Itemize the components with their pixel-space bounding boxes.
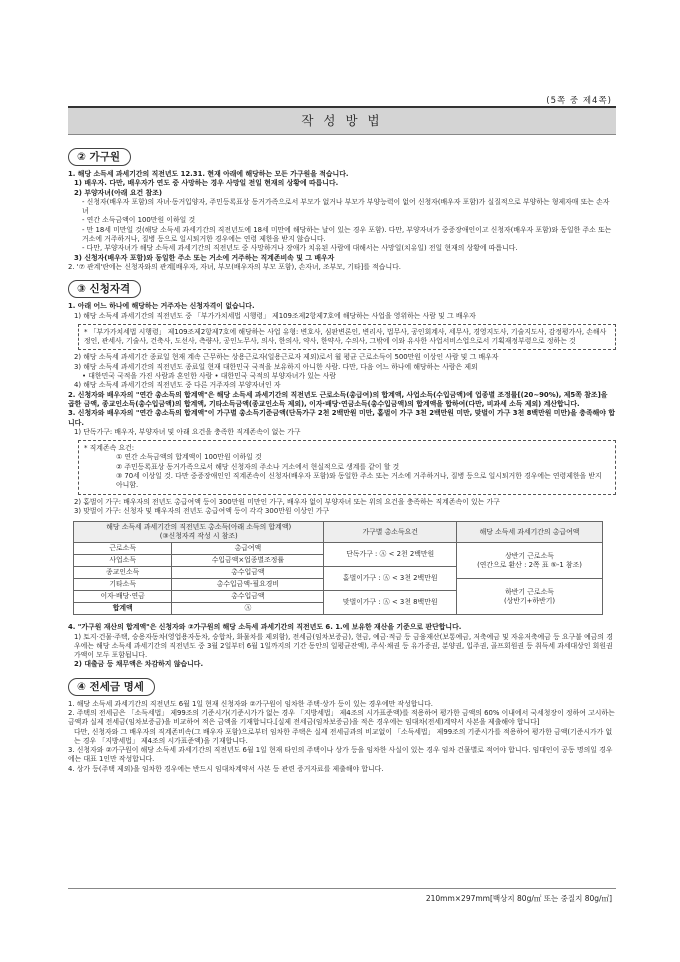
wage-first-half-note: (연간으로 환산 : 2쪽 표 ⑤-1 참조) [477,560,582,569]
wage-second-half-label: 하반기 근로소득 [505,587,554,596]
s4-item-2b: 다만, 신청자와 그 배우자의 직계존비속(그 배우자 포함)으로부터 임차한 주택은 실제 전세금과의 비교없이 「소득세법」 제99조의 기준시가를 적용하여 평가한 금액(기준시가가 없는 경우 「지방세법」 제4조의 시가표준액)을 기재합니다. [74,727,613,745]
s4-item-2: 2. 주택의 전세금은 「소득세법」 제99조의 기준시가(기준시가가 없는 경우 「지방세법」 제4조의 시가표준액)를 적용하여 평가한 금액의 60% 이내에서 국세청장이 정하여 고시하는 금액과 실제 전세금(임차보증금)을 비교하여 적은 금액을 기재합니다.[실제 전세금(임차보증금)을 적은 경우에는 임대차(전세)계약서 사본을 제출해야 합니다] [68,708,615,727]
page-number: (5쪽 중 제4쪽) [546,96,612,106]
s3-item-3: 3. 신청자와 배우자의 "연간 총소득의 합계액"이 가구별 총소득기준금액(단독가구 2천 2백만원 미만, 홑벌이 가구 3천 2백만원 미만, 맞벌이 가구 3천 8백만원 미만)을 충족해야 합니다. [68,409,615,427]
ancestor-requirement-3: ③ 70세 이상일 것. 다만 중증장애인인 직계존속이 신청자(배우자 포함)와 동일한 주소 또는 거소에 거주하거나, 질병 등으로 일시퇴거한 경우에는 연령제한을 받지 아니함. [116,472,602,490]
paper-spec-footer: 210mm×297mm[백상지 80g/㎡ 또는 중질지 80g/㎡] [425,894,612,903]
page-title: 작 성 방 법 [68,106,616,135]
s3-item-1-2: 2) 해당 소득세 과세기간 종료일 현재 계속 근무하는 상용근로자(일용근로자 제외)로서 월 평균 근로소득이 500만원 이상인 사람 및 그 배우자 [74,353,499,362]
s3-item-3-1: 1) 단독가구: 배우자, 부양자녀 및 아래 요건을 충족한 직계존속이 없는 가구 [74,427,301,436]
document-body [68,140,616,774]
s3-item-4-2: 2) 대출금 등 채무액은 차감하지 않습니다. [74,660,204,669]
income-table-header-requirement: 가구별 총소득요건 [324,522,457,543]
income-basis-cell: 총수입금액 [172,591,324,603]
s3-item-1-1: 1) 해당 소득세 과세기간의 직전년도 중 「부가가치세법 시행령」 제109조제2항제7호에 해당하는 사업을 영위하는 사람 및 그 배우자 [74,311,476,320]
ancestor-requirement-box [78,440,616,494]
wage-first-half-cell [457,543,603,579]
s3-item-4-1: 1) 토지·건물·주택, 승용자동차(영업용자동차, 승합차, 화물차를 제외함), 전세금(임차보증금), 현금, 예금·적금 등 금융재산(보통예금, 저축예금 및 자유저축예금 등 요구불 예금의 경우에는 해당 소득세 과세기간의 직전년도 중 3월 2일부터 6월 1일까지의 기간 동안의 일평균잔액), 주식·채권 등 유가증권, 분양권, 입주권, 골프회원권 등 취득세 과세대상인 회원권 가액이 모두 포함됩니다. [74,632,613,660]
wage-first-half-label: 상반기 근로소득 [505,551,554,560]
section-deposit-details-heading: ④ 전세금 명세 [68,678,155,696]
wage-second-half-note: (상반기+하반기) [503,596,556,605]
s3-item-1-3: 3) 해당 소득세 과세기간의 직전년도 종료일 현재 대한민국 국적을 보유하지 아니한 사람. 다만, 다음 어느 하나에 해당하는 사람은 제외 [74,362,478,371]
s2-item-1-2b: - 연간 소득금액이 100만원 이하일 것 [82,216,196,225]
s2-item-1-2: 2) 부양자녀(아래 요건 참조) [74,188,163,197]
income-table-header-total-text: 해당 소득세 과세기간의 직전년도 총소득(아래 소득의 합계액) [106,523,292,532]
requirement-one-earner-cell: 홑벌이가구 : Ⓐ < 3천 2백만원 [324,567,457,591]
income-table-header-total-note: (③신청자격 작성 시 참조) [159,532,238,541]
income-total-label-cell: 합계액 [74,603,172,615]
business-type-note-box: * 「부가가치세법 시행령」 제109조제2항제7호에 해당하는 사업 유형: 변호사, 심판변론인, 변리사, 법무사, 공인회계사, 세무사, 경영지도사, 기술지도사, 감정평가사, 손해사정인, 관세사, 기술사, 건축사, 도선사, 측량사, 공인노무사, 의사, 한의사, 약사, 한약사, 수의사, 그밖에 이와 유사한 사업서비스업으로서 기획재정부령으로 정하는 것 [78,324,616,351]
s2-item-1-2a: - 신청자(배우자 포함)의 자녀·동거입양자, 주민등록표상 동거가족으로서 부모가 없거나 부모가 부양능력이 없어 신청자(배우자 포함)가 실질적으로 부양하는 형제자매 또는 손자녀 [82,197,610,216]
s2-item-1-2d: - 다만, 부양자녀가 해당 소득세 과세기간의 직전년도 중 사망하거나 장애가 치유된 사람에 대해서는 사망일(치유일) 전일 현재의 상황에 따릅니다. [82,244,518,253]
income-basis-cell: 수입금액×업종별조정률 [172,555,324,567]
requirement-single-cell: 단독가구 : Ⓐ < 2천 2백만원 [324,543,457,567]
income-basis-cell: 총급여액 [172,543,324,555]
ancestor-requirement-2: ② 주민등록표상 동거가족으로서 해당 신청자의 주소나 거소에서 현실적으로 생계를 같이 할 것 [116,462,400,471]
section-household-members-heading: ② 가구원 [68,148,131,166]
income-total-value-cell: Ⓐ [172,603,324,615]
s2-item-1-3: 3) 신청자(배우자 포함)와 동일한 주소 또는 거소에 거주하는 직계존비속 및 그 배우자 [74,253,335,262]
income-type-cell: 종교인소득 [74,567,172,579]
wage-second-half-cell [457,579,603,615]
income-table-header-total [74,522,324,543]
s3-item-3-3: 3) 맞벌이 가구: 신청자 및 배우자의 전년도 총급여액 등이 각각 300만원 이상인 가구 [74,506,330,515]
income-table-header-wage: 해당 소득세 과세기간의 총급여액 [457,522,603,543]
s3-item-1-3a: • 대한민국 국적을 가진 사람과 혼인한 사람 • 대한민국 국적의 부양자녀가 있는 사람 [82,372,337,381]
s2-item-1-1: 1) 배우자. 다만, 배우자가 연도 중 사망하는 경우 사망일 전일 현재의 상황에 따릅니다. [74,179,339,188]
ancestor-requirement-1: ① 연간 소득금액의 합계액이 100만원 이하일 것 [116,453,262,462]
requirement-dual-earner-cell: 맞벌이가구 : Ⓐ < 3천 8백만원 [324,591,457,615]
income-type-cell: 이자·배당·연금 [74,591,172,603]
s3-item-1-4: 4) 해당 소득세 과세기간의 직전년도 중 다른 거주자의 부양자녀인 자 [74,381,281,390]
footer-divider [68,888,616,889]
s3-item-4: 4. "가구원 재산의 합계액"은 신청자와 ②가구원의 해당 소득세 과세기간의 직전년도 6. 1.에 보유한 재산을 기준으로 판단합니다. [68,623,462,632]
income-basis-cell: 총수입금액-필요경비 [172,579,324,591]
income-basis-cell: 총수입금액 [172,567,324,579]
income-type-cell: 근로소득 [74,543,172,555]
s2-item-1-2c: - 만 18세 미만일 것(해당 소득세 과세기간의 직전년도에 18세 미만에 해당하는 날이 있는 경우 포함). 다만, 부양자녀가 중증장애인이고 신청자(배우자 포함)와 동일한 주소 또는 거소에 거주하거나, 질병 등으로 일시퇴거한 경우에는 연령 제한을 받지 않습니다. [82,225,612,244]
income-type-cell: 기타소득 [74,579,172,591]
s3-item-3-2: 2) 홑벌이 가구: 배우자의 전년도 총급여액 등이 300만원 미만인 가구, 배우자 없이 부양자녀 또는 위의 요건을 충족하는 직계존속이 있는 가구 [74,497,500,506]
income-requirement-table [73,521,603,615]
ancestor-requirement-title: * 직계존속 요건: [84,444,135,453]
income-type-cell: 사업소득 [74,555,172,567]
s3-item-1: 1. 아래 어느 하나에 해당하는 거주자는 신청자격이 없습니다. [68,302,255,311]
section-eligibility-heading: ③ 신청자격 [68,280,141,298]
s4-item-1: 1. 해당 소득세 과세기간의 직전년도 6월 1일 현재 신청자와 ②가구원이 임차한 주택·상가 등이 있는 경우에만 작성합니다. [68,699,433,708]
s2-item-1: 1. 해당 소득세 과세기간의 직전년도 12.31. 현재 아래에 해당하는 모든 가구원을 적습니다. [68,170,349,178]
s2-item-2: 2. '⑦ 관계'란에는 신청자와의 관계[배우자, 자녀, 부모(배우자의 부모 포함), 손자녀, 조부모, 기타]를 적습니다. [68,262,401,271]
s3-item-2: 2. 신청자와 배우자의 "연간 총소득의 합계액"은 해당 소득세 과세기간의 직전년도 근로소득(총급여)의 합계액, 사업소득(수입금액)에 업종별 조정률[(20~90%), 제5쪽 참조]을 곱한 금액, 종교인소득(총수입금액)의 합계액, 기타소득금액(종교인소득 제외), 이자·배당·연금소득(총수입금액)의 합계액을 합하여(다만, 비과세 소득 제외) 계산합니다. [68,390,608,408]
s4-item-3: 3. 신청자와 ②가구원이 해당 소득세 과세기간의 직전년도 6월 1일 현재 타인의 주택이나 상가 등을 임차한 사실이 있는 경우 임차 건물별로 적어야 합니다. 임대인이 공동 명의일 경우에는 대표 1인만 작성합니다. [68,746,613,764]
s4-item-4: 4. 상가 등(주택 제외)을 임차한 경우에는 반드시 임대차계약서 사본 등 관련 증거자료를 제출해야 합니다. [68,764,384,773]
